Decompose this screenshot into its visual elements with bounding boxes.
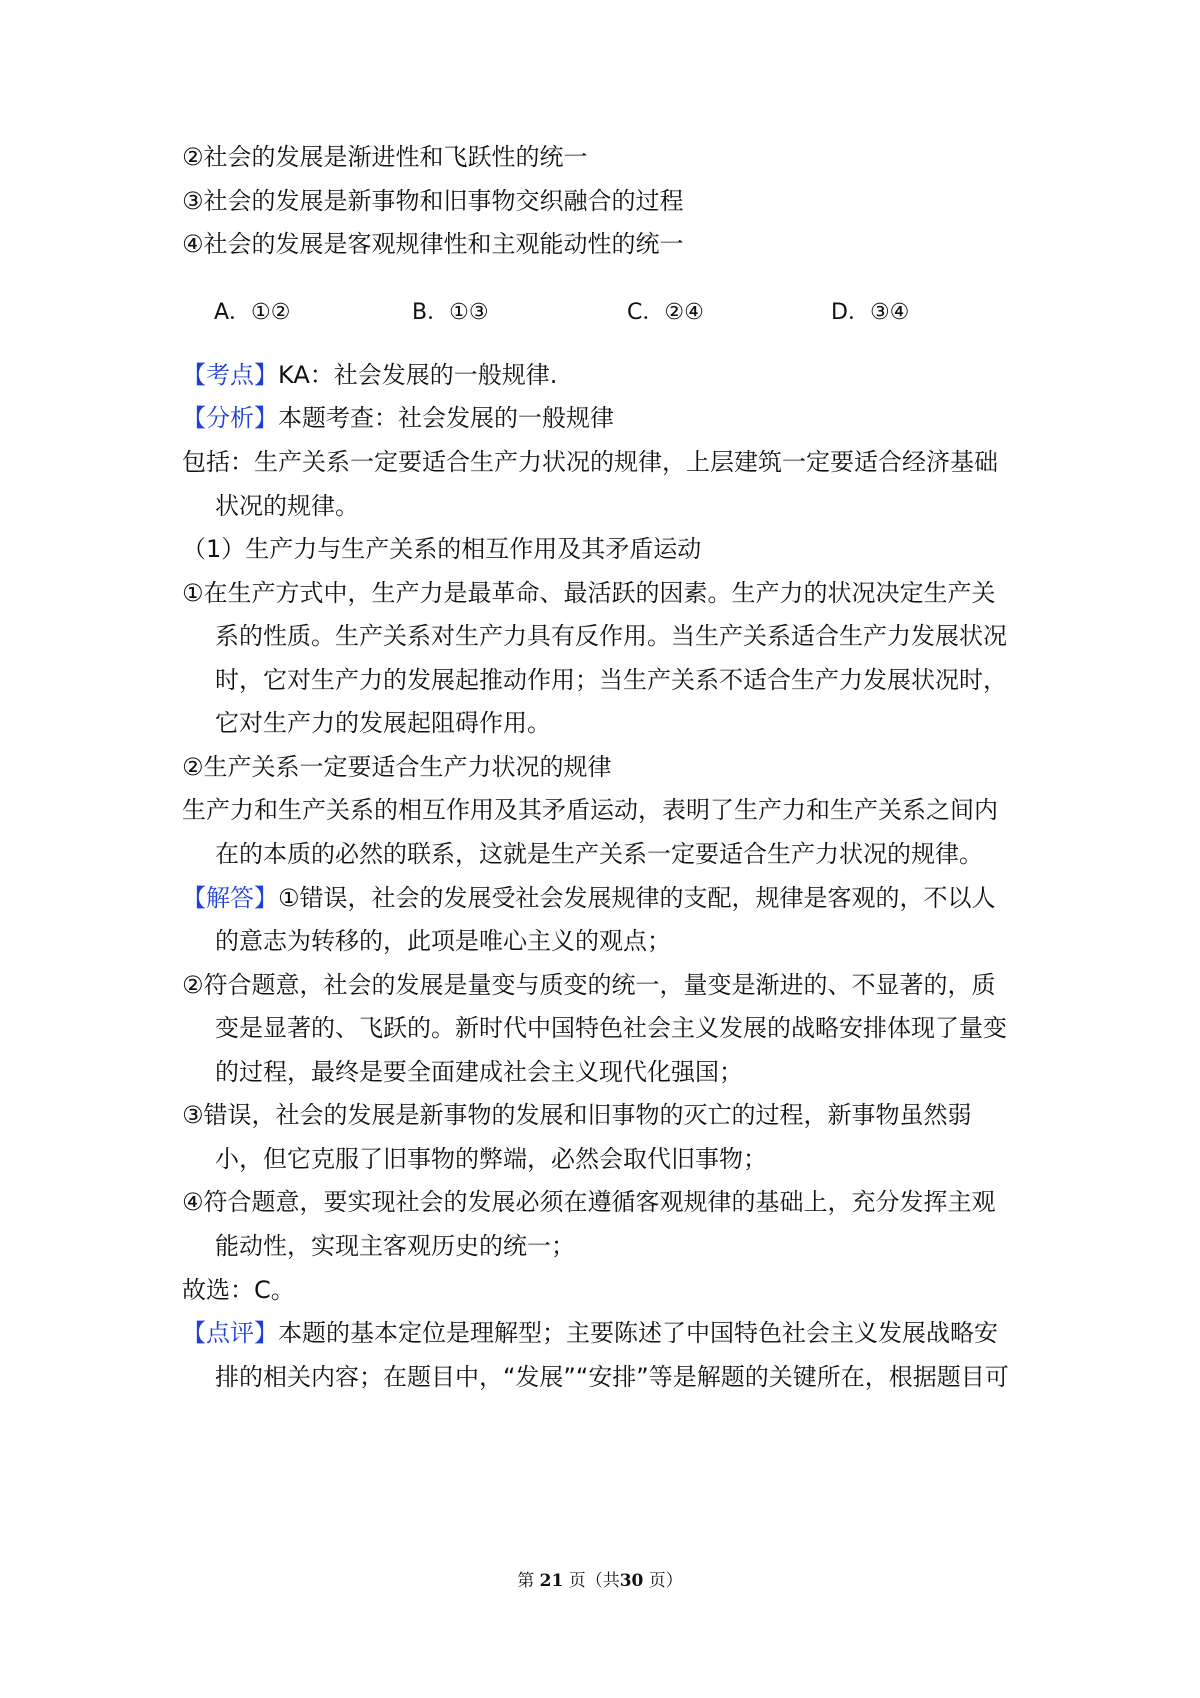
option-a: A．①②	[214, 300, 291, 325]
dianping-line	[182, 1318, 1032, 1348]
fenxi-paragraph-line: 时，它对生产力的发展起推动作用；当生产关系不适合生产力发展状况时，	[215, 666, 1007, 694]
jieda-paragraph-line: ④符合题意，要实现社会的发展必须在遵循客观规律的基础上，充分发挥主观	[182, 1188, 996, 1216]
jieda-final-answer: 故选：C。	[182, 1276, 295, 1304]
jieda-paragraph-line: 变是显著的、飞跃的。新时代中国特色社会主义发展的战略安排体现了量变	[215, 1014, 1007, 1042]
fenxi-line	[182, 403, 1032, 433]
statement-4: ④社会的发展是客观规律性和主观能动性的统一	[182, 230, 684, 258]
jieda-line	[182, 883, 1032, 913]
fenxi-paragraph-line: 包括：生产关系一定要适合生产力状况的规律，上层建筑一定要适合经济基础	[182, 448, 998, 476]
jieda-paragraph-line: 能动性，实现主客观历史的统一；	[215, 1232, 575, 1260]
fenxi-paragraph-line: 状况的规律。	[215, 492, 359, 520]
footer-page-number: 21	[539, 1571, 564, 1591]
dianping-paragraph-line: 排的相关内容；在题目中，“发展”“安排”等是解题的关键所在，根据题目可	[215, 1363, 1009, 1391]
jieda-text: ①错误，社会的发展受社会发展规律的支配，规律是客观的，不以人	[278, 884, 996, 912]
jieda-tag: 【解答】	[182, 884, 278, 912]
option-d: D．③④	[831, 300, 910, 325]
fenxi-paragraph-line: 它对生产力的发展起阻碍作用。	[215, 709, 551, 737]
fenxi-paragraph-line: 生产力和生产关系的相互作用及其矛盾运动，表明了生产力和生产关系之间内	[182, 796, 998, 824]
dianping-text: 本题的基本定位是理解型；主要陈述了中国特色社会主义发展战略安	[278, 1319, 998, 1347]
option-b: B．①③	[412, 300, 489, 325]
fenxi-paragraph-line: （1）生产力与生产关系的相互作用及其矛盾运动	[182, 535, 702, 563]
fenxi-paragraph-line: 系的性质。生产关系对生产力具有反作用。当生产关系适合生产力发展状况	[215, 622, 1007, 650]
fenxi-paragraph-line: 在的本质的必然的联系，这就是生产关系一定要适合生产力状况的规律。	[215, 840, 983, 868]
page-footer	[0, 1570, 1200, 1592]
footer-prefix: 第	[517, 1571, 535, 1591]
option-c: C．②④	[627, 300, 704, 325]
fenxi-paragraph-line: ①在生产方式中，生产力是最革命、最活跃的因素。生产力的状况决定生产关	[182, 579, 996, 607]
fenxi-tag: 【分析】	[182, 404, 278, 432]
jieda-paragraph-line: ③错误，社会的发展是新事物的发展和旧事物的灭亡的过程，新事物虽然弱	[182, 1101, 972, 1129]
kaodian-line	[182, 360, 1032, 390]
jieda-paragraph-line: 的过程，最终是要全面建成社会主义现代化强国；	[215, 1058, 743, 1086]
footer-total-pages: 30	[619, 1571, 644, 1591]
kaodian-tag: 【考点】	[182, 361, 278, 389]
footer-middle: 页（共	[568, 1571, 620, 1591]
fenxi-text: 本题考查：社会发展的一般规律	[278, 404, 614, 432]
statement-2: ②社会的发展是渐进性和飞跃性的统一	[182, 143, 588, 171]
footer-suffix: 页）	[648, 1571, 683, 1591]
jieda-paragraph-line: 的意志为转移的，此项是唯心主义的观点；	[215, 927, 671, 955]
jieda-paragraph-line: 小，但它克服了旧事物的弊端，必然会取代旧事物；	[215, 1145, 767, 1173]
dianping-tag: 【点评】	[182, 1319, 278, 1347]
kaodian-text: KA：社会发展的一般规律.	[278, 361, 558, 389]
statement-3: ③社会的发展是新事物和旧事物交织融合的过程	[182, 187, 684, 215]
jieda-paragraph-line: ②符合题意，社会的发展是量变与质变的统一，量变是渐进的、不显著的，质	[182, 971, 996, 999]
fenxi-paragraph-line: ②生产关系一定要适合生产力状况的规律	[182, 753, 612, 781]
